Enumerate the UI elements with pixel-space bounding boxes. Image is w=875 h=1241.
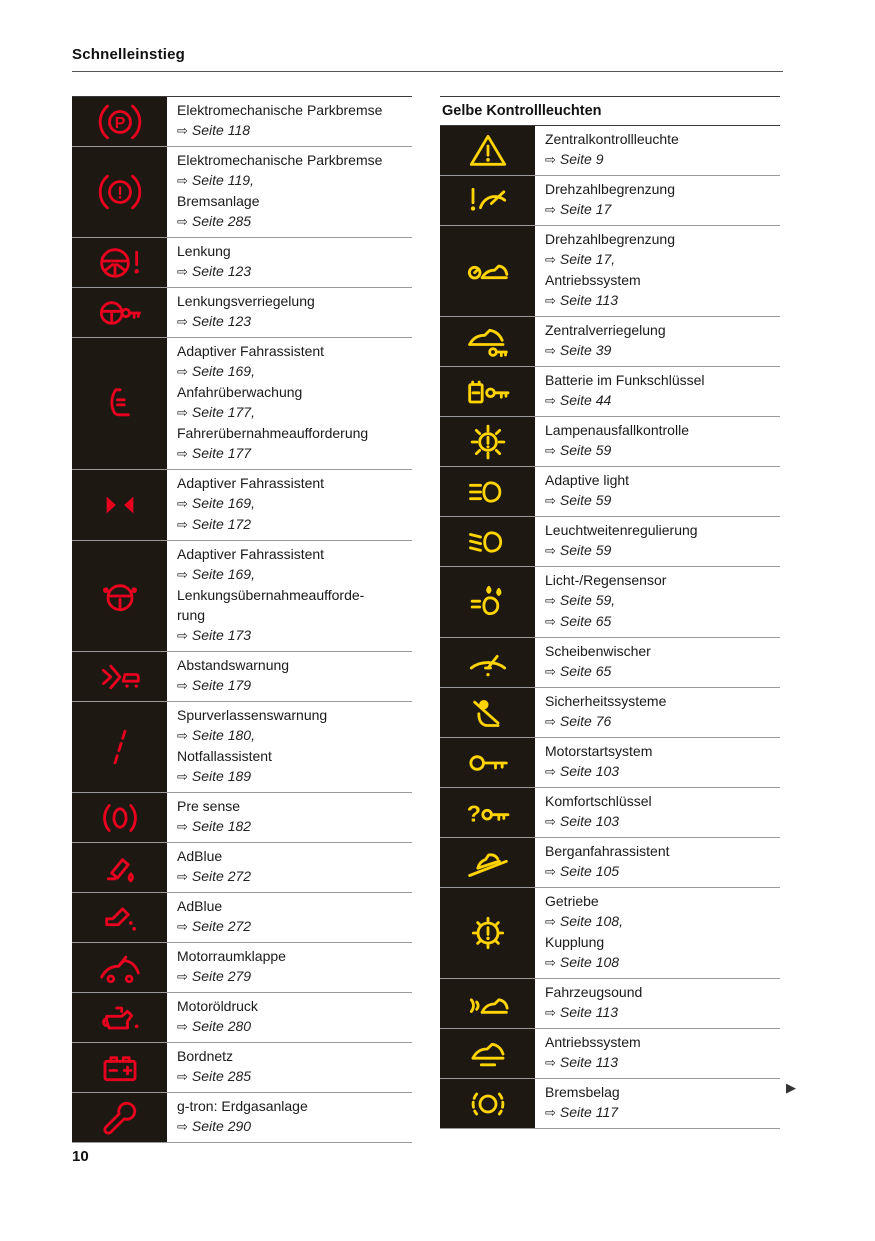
indicator-text <box>535 467 780 516</box>
indicator-columns <box>72 96 780 1143</box>
page-reference <box>545 861 774 882</box>
ref-page-text: Seite 44 <box>559 392 612 408</box>
page-reference <box>177 443 406 464</box>
page-reference <box>545 911 774 932</box>
lane-departure-icon <box>72 702 167 792</box>
distance-warning-icon <box>72 652 167 701</box>
ref-arrow-icon: ⇨ <box>545 252 556 267</box>
indicator-row <box>440 517 780 567</box>
page-reference <box>177 916 406 937</box>
brake-pads-icon <box>440 1079 535 1128</box>
indicator-label: Motorraumklappe <box>177 948 286 964</box>
light-rain-sensor-icon <box>440 567 535 637</box>
page-reference <box>545 1002 774 1023</box>
comfort-key-icon <box>440 788 535 837</box>
indicator-row <box>440 979 780 1029</box>
indicator-row <box>440 638 780 688</box>
ref-page-text: Seite 108 <box>559 954 620 970</box>
indicator-row <box>72 97 412 147</box>
ref-arrow-icon: ⇨ <box>177 314 188 329</box>
pre-sense-icon <box>72 793 167 842</box>
indicator-row <box>440 317 780 367</box>
page-reference <box>545 1052 774 1073</box>
ref-arrow-icon: ⇨ <box>545 914 556 929</box>
indicator-row <box>72 1093 412 1143</box>
steering-takeover-icon <box>72 541 167 651</box>
indicator-text <box>167 793 412 842</box>
ref-arrow-icon: ⇨ <box>177 264 188 279</box>
svg-text:P: P <box>114 114 125 132</box>
ref-arrow-icon: ⇨ <box>545 393 556 408</box>
ignition-key-icon <box>440 738 535 787</box>
indicator-label: Bremsanlage <box>177 193 260 209</box>
page-reference <box>545 711 774 732</box>
safety-systems-icon <box>440 688 535 737</box>
indicator-label: Adaptiver Fahrassistent <box>177 546 325 562</box>
page-reference <box>177 170 406 191</box>
page-reference <box>545 440 774 461</box>
indicator-row <box>72 993 412 1043</box>
ref-page-text: Seite 169, <box>191 566 255 582</box>
engine-hood-icon <box>72 943 167 992</box>
indicator-text <box>167 652 412 701</box>
indicator-text <box>535 1079 780 1128</box>
indicator-row <box>72 288 412 338</box>
indicator-row <box>72 470 412 541</box>
indicator-row <box>72 338 412 470</box>
page-reference <box>545 490 774 511</box>
indicator-row <box>72 147 412 238</box>
indicator-label: Adaptive light <box>545 472 630 488</box>
indicator-row <box>440 226 780 317</box>
ref-page-text: Seite 117 <box>559 1104 619 1120</box>
ref-page-text: Seite 123 <box>191 263 252 279</box>
ref-page-text: Seite 179 <box>191 677 252 693</box>
indicator-text <box>535 176 780 225</box>
battery-icon <box>72 1043 167 1092</box>
indicator-text <box>167 702 412 792</box>
ref-arrow-icon: ⇨ <box>545 764 556 779</box>
page-title: Schnelleinstieg <box>72 46 186 63</box>
indicator-label: Elektromechanische Parkbremse <box>177 152 383 168</box>
ref-arrow-icon: ⇨ <box>545 1005 556 1020</box>
ref-page-text: Seite 113 <box>559 1004 619 1020</box>
parking-brake-icon <box>72 97 167 146</box>
indicator-text <box>535 1029 780 1078</box>
indicator-text <box>535 567 780 637</box>
indicator-label: Motorstartsystem <box>545 743 653 759</box>
yellow-indicators-table <box>440 96 780 1143</box>
ref-arrow-icon: ⇨ <box>177 678 188 693</box>
indicator-text <box>167 843 412 892</box>
page-reference <box>177 361 406 382</box>
yellow-section-title: Gelbe Kontrollleuchten <box>440 97 780 126</box>
ref-arrow-icon: ⇨ <box>177 819 188 834</box>
indicator-label: Adaptiver Fahrassistent <box>177 475 325 491</box>
ref-page-text: Seite 285 <box>191 1068 252 1084</box>
steering-lock-icon <box>72 288 167 337</box>
indicator-text <box>167 1093 412 1142</box>
page-reference <box>545 1102 774 1123</box>
indicator-label: Bremsbelag <box>545 1084 620 1100</box>
ref-arrow-icon: ⇨ <box>177 496 188 511</box>
red-indicators-table <box>72 96 412 1143</box>
page-reference <box>177 766 406 787</box>
page-reference <box>545 661 774 682</box>
indicator-row <box>440 567 780 638</box>
page-reference <box>177 816 406 837</box>
page-reference <box>177 120 406 141</box>
indicator-label: AdBlue <box>177 898 223 914</box>
ref-arrow-icon: ⇨ <box>545 714 556 729</box>
ref-page-text: Seite 272 <box>191 918 252 934</box>
page-reference <box>545 952 774 973</box>
ref-page-text: Seite 182 <box>191 818 252 834</box>
ref-page-text: Seite 177 <box>191 445 252 461</box>
ref-page-text: Seite 272 <box>191 868 252 884</box>
ref-arrow-icon: ⇨ <box>545 864 556 879</box>
ref-arrow-icon: ⇨ <box>545 443 556 458</box>
ref-arrow-icon: ⇨ <box>177 919 188 934</box>
indicator-text <box>535 126 780 175</box>
indicator-label: AdBlue <box>177 848 223 864</box>
header-rule <box>72 71 783 72</box>
page-reference <box>177 675 406 696</box>
page-reference <box>177 625 406 646</box>
gearbox-icon <box>440 888 535 978</box>
indicator-text <box>167 288 412 337</box>
indicator-label: g-tron: Erdgasanlage <box>177 1098 308 1114</box>
page-reference <box>177 211 406 232</box>
ref-arrow-icon: ⇨ <box>177 123 188 138</box>
page-reference <box>545 590 774 611</box>
indicator-text <box>535 788 780 837</box>
ref-page-text: Seite 105 <box>559 863 620 879</box>
indicator-text <box>535 979 780 1028</box>
page-reference <box>177 1066 406 1087</box>
drive-system-icon <box>440 1029 535 1078</box>
ref-page-text: Seite 180, <box>191 727 255 743</box>
indicator-label: Antriebssystem <box>545 272 641 288</box>
ref-page-text: Seite 65 <box>559 613 612 629</box>
ref-arrow-icon: ⇨ <box>177 173 188 188</box>
page-reference <box>545 390 774 411</box>
indicator-row <box>72 541 412 652</box>
ref-page-text: Seite 177, <box>191 404 255 420</box>
ref-page-text: Seite 9 <box>559 151 604 167</box>
ref-arrow-icon: ⇨ <box>545 664 556 679</box>
indicator-label: Scheibenwischer <box>545 643 651 659</box>
indicator-row <box>440 738 780 788</box>
indicator-label: rung <box>177 607 206 623</box>
page-reference <box>545 761 774 782</box>
indicator-label: Zentralverriegelung <box>545 322 666 338</box>
key-battery-icon <box>440 367 535 416</box>
ref-page-text: Seite 103 <box>559 813 620 829</box>
ref-arrow-icon: ⇨ <box>545 493 556 508</box>
ref-page-text: Seite 39 <box>559 342 612 358</box>
ref-arrow-icon: ⇨ <box>545 593 556 608</box>
indicator-text <box>535 417 780 466</box>
indicator-row <box>440 126 780 176</box>
page-reference <box>545 149 774 170</box>
adaptive-light-icon <box>440 467 535 516</box>
svg-text:!: ! <box>116 182 123 203</box>
ref-arrow-icon: ⇨ <box>177 214 188 229</box>
indicator-label: Spurverlassenswarnung <box>177 707 328 723</box>
indicator-label: Adaptiver Fahrassistent <box>177 343 325 359</box>
indicator-label: Komfortschlüssel <box>545 793 652 809</box>
indicator-label: Fahrzeugsound <box>545 984 643 1000</box>
ref-arrow-icon: ⇨ <box>177 446 188 461</box>
ref-arrow-icon: ⇨ <box>177 567 188 582</box>
wrench-icon <box>72 1093 167 1142</box>
adblue-system-icon <box>72 893 167 942</box>
ref-arrow-icon: ⇨ <box>177 628 188 643</box>
ref-page-text: Seite 123 <box>191 313 252 329</box>
ref-arrow-icon: ⇨ <box>177 769 188 784</box>
indicator-label: Lenkungsübernahmeaufforde- <box>177 587 365 603</box>
car-rpm-icon <box>440 226 535 316</box>
ref-page-text: Seite 113 <box>559 1054 619 1070</box>
indicator-label: Zentralkontrollleuchte <box>545 131 679 147</box>
warning-triangle-icon <box>440 126 535 175</box>
ref-arrow-icon: ⇨ <box>545 614 556 629</box>
indicator-label: Berganfahrassistent <box>545 843 670 859</box>
indicator-row <box>72 702 412 793</box>
ref-arrow-icon: ⇨ <box>545 202 556 217</box>
indicator-row <box>440 417 780 467</box>
indicator-row <box>440 176 780 226</box>
page-number: 10 <box>72 1148 89 1165</box>
ref-page-text: Seite 59 <box>559 492 612 508</box>
indicator-text <box>167 97 412 146</box>
indicator-label: Drehzahlbegrenzung <box>545 231 675 247</box>
ref-page-text: Seite 59, <box>559 592 616 608</box>
page-reference <box>177 402 406 423</box>
indicator-row <box>440 1079 780 1129</box>
ref-arrow-icon: ⇨ <box>545 152 556 167</box>
indicator-text <box>535 226 780 316</box>
ref-page-text: Seite 169, <box>191 363 255 379</box>
steering-warning-icon <box>72 238 167 287</box>
svg-text:?: ? <box>466 799 481 826</box>
ref-page-text: Seite 285 <box>191 213 252 229</box>
page-reference <box>177 1016 406 1037</box>
ref-page-text: Seite 65 <box>559 663 612 679</box>
indicator-label: Drehzahlbegrenzung <box>545 181 675 197</box>
indicator-label: Elektromechanische Parkbremse <box>177 102 383 118</box>
ref-page-text: Seite 279 <box>191 968 252 984</box>
red-indicator-rows <box>72 97 412 1143</box>
indicator-label: Antriebssystem <box>545 1034 641 1050</box>
ref-page-text: Seite 108, <box>559 913 623 929</box>
ref-page-text: Seite 59 <box>559 542 612 558</box>
page-reference <box>177 514 406 535</box>
page-header <box>72 46 783 72</box>
indicator-text <box>535 888 780 978</box>
ref-page-text: Seite 119, <box>191 172 254 188</box>
vehicle-sound-icon <box>440 979 535 1028</box>
indicator-text <box>535 688 780 737</box>
ref-arrow-icon: ⇨ <box>545 293 556 308</box>
ref-page-text: Seite 280 <box>191 1018 252 1034</box>
ref-arrow-icon: ⇨ <box>177 1069 188 1084</box>
indicator-text <box>167 1043 412 1092</box>
indicator-text <box>535 838 780 887</box>
page-reference <box>177 725 406 746</box>
indicator-text <box>167 993 412 1042</box>
lane-markers-icon <box>72 470 167 540</box>
ref-page-text: Seite 59 <box>559 442 612 458</box>
brake-system-icon <box>72 147 167 237</box>
ref-page-text: Seite 290 <box>191 1118 252 1134</box>
indicator-label: Sicherheitssysteme <box>545 693 667 709</box>
page-reference <box>545 811 774 832</box>
page-reference <box>177 493 406 514</box>
ref-page-text: Seite 172 <box>191 516 252 532</box>
ref-page-text: Seite 76 <box>559 713 612 729</box>
page-reference <box>545 611 774 632</box>
indicator-row <box>72 1043 412 1093</box>
indicator-label: Fahrerübernahmeaufforderung <box>177 425 369 441</box>
adblue-refill-icon <box>72 843 167 892</box>
ref-arrow-icon: ⇨ <box>177 869 188 884</box>
ref-arrow-icon: ⇨ <box>545 1055 556 1070</box>
ref-arrow-icon: ⇨ <box>177 364 188 379</box>
indicator-label: Kupplung <box>545 934 605 950</box>
indicator-label: Abstandswarnung <box>177 657 290 673</box>
yellow-indicator-rows <box>440 126 780 1129</box>
indicator-label: Licht-/Regensensor <box>545 572 667 588</box>
oil-pressure-icon <box>72 993 167 1042</box>
page-reference <box>177 866 406 887</box>
ref-page-text: Seite 169, <box>191 495 255 511</box>
ref-page-text: Seite 113 <box>559 292 619 308</box>
page-reference <box>545 290 774 311</box>
indicator-row <box>440 467 780 517</box>
indicator-label: Leuchtweitenregulierung <box>545 522 698 538</box>
page-reference <box>545 540 774 561</box>
indicator-label: Motoröldruck <box>177 998 258 1014</box>
indicator-text <box>535 517 780 566</box>
hill-assist-icon <box>440 838 535 887</box>
rpm-limit-icon <box>440 176 535 225</box>
ref-page-text: Seite 189 <box>191 768 252 784</box>
headlight-range-icon <box>440 517 535 566</box>
indicator-text <box>535 367 780 416</box>
ref-arrow-icon: ⇨ <box>177 517 188 532</box>
page-reference <box>545 249 774 270</box>
indicator-row <box>440 838 780 888</box>
indicator-label: Pre sense <box>177 798 241 814</box>
indicator-row <box>440 688 780 738</box>
indicator-row <box>440 888 780 979</box>
indicator-label: Getriebe <box>545 893 599 909</box>
ref-arrow-icon: ⇨ <box>177 1019 188 1034</box>
page-reference <box>545 199 774 220</box>
indicator-row <box>72 793 412 843</box>
indicator-row <box>72 652 412 702</box>
ref-arrow-icon: ⇨ <box>177 405 188 420</box>
ref-arrow-icon: ⇨ <box>177 969 188 984</box>
indicator-text <box>167 470 412 540</box>
indicator-label: Lenkung <box>177 243 231 259</box>
indicator-row <box>72 943 412 993</box>
indicator-label: Anfahrüberwachung <box>177 384 303 400</box>
ref-page-text: Seite 17 <box>559 201 612 217</box>
indicator-row <box>72 893 412 943</box>
indicator-text <box>535 638 780 687</box>
indicator-text <box>167 541 412 651</box>
lamp-failure-icon <box>440 417 535 466</box>
ref-page-text: Seite 118 <box>191 122 251 138</box>
indicator-row <box>440 1029 780 1079</box>
wiper-icon <box>440 638 535 687</box>
indicator-text <box>167 943 412 992</box>
driver-assist-seat-icon <box>72 338 167 469</box>
ref-arrow-icon: ⇨ <box>545 1105 556 1120</box>
indicator-text <box>167 338 412 469</box>
indicator-text <box>535 317 780 366</box>
ref-arrow-icon: ⇨ <box>545 955 556 970</box>
indicator-row <box>440 788 780 838</box>
page-reference <box>177 966 406 987</box>
page-reference <box>177 1116 406 1137</box>
ref-page-text: Seite 173 <box>191 627 252 643</box>
indicator-label: Batterie im Funkschlüssel <box>545 372 705 388</box>
indicator-row <box>440 367 780 417</box>
indicator-text <box>535 738 780 787</box>
indicator-text <box>167 893 412 942</box>
ref-arrow-icon: ⇨ <box>545 543 556 558</box>
page-reference <box>177 564 406 585</box>
indicator-row <box>72 238 412 288</box>
ref-arrow-icon: ⇨ <box>545 343 556 358</box>
page-reference <box>545 340 774 361</box>
ref-arrow-icon: ⇨ <box>177 1119 188 1134</box>
indicator-row <box>72 843 412 893</box>
indicator-text <box>167 147 412 237</box>
indicator-text <box>167 238 412 287</box>
indicator-label: Lampenausfallkontrolle <box>545 422 689 438</box>
page-reference <box>177 261 406 282</box>
ref-arrow-icon: ⇨ <box>545 814 556 829</box>
car-key-icon <box>440 317 535 366</box>
page-reference <box>177 311 406 332</box>
indicator-label: Lenkungsverriegelung <box>177 293 315 309</box>
indicator-label: Notfallassistent <box>177 748 272 764</box>
ref-page-text: Seite 17, <box>559 251 616 267</box>
continuation-arrow-icon: ▶ <box>786 1080 796 1095</box>
indicator-label: Bordnetz <box>177 1048 234 1064</box>
ref-arrow-icon: ⇨ <box>177 728 188 743</box>
ref-page-text: Seite 103 <box>559 763 620 779</box>
